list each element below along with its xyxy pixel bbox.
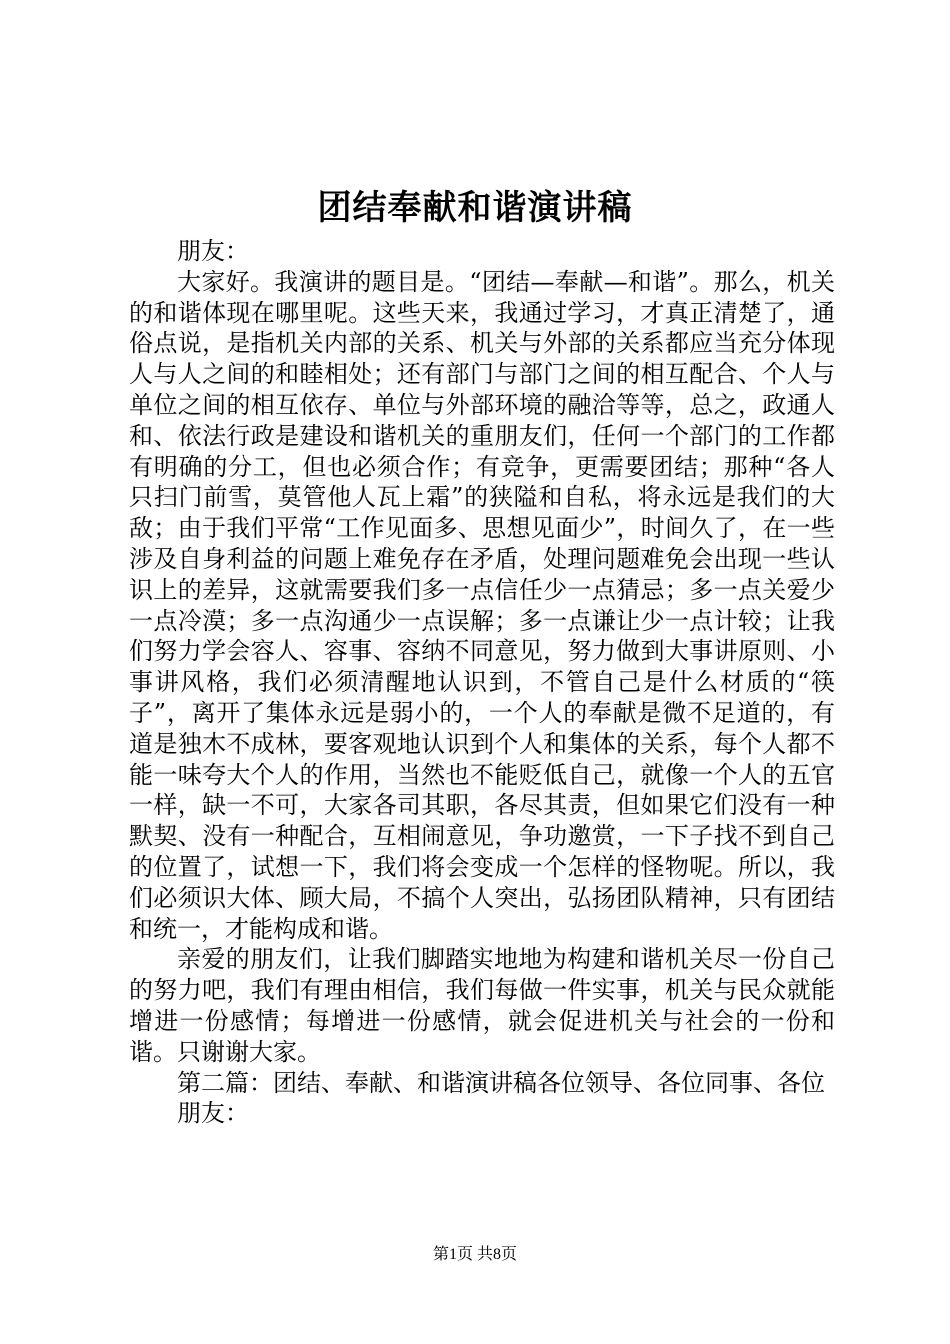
document-title: 团结奉献和谐演讲稿: [317, 188, 633, 228]
body-paragraph-closing: 亲爱的朋友们，让我们脚踏实地地为构建和谐机关尽一份自己的努力吧，我们有理由相信，我们每做一件实事，机关与民众就能增进一份感情；每增进一份感情，就会促进机关与社会的一份和谐。只谢谢大家。: [129, 945, 835, 1066]
page-footer: 第1页 共8页: [432, 1246, 517, 1263]
document-body: [129, 236, 835, 1129]
salutation-paragraph: 朋友：: [177, 237, 249, 265]
body-paragraph-main: 大家好。我演讲的题目是。“团结—奉献—和谐”。那么，机关的和谐体现在哪里呢。这些天来，我通过学习，才真正清楚了，通俗点说，是指机关内部的关系、机关与外部的关系都应当充分体现人与人之间的和睦相处；还有部门与部门之间的相互配合、个人与单位之间的相互依存、单位与外部环境的融洽等等，总之，政通人和、依法行政是建设和谐机关的重朋友们，任何一个部门的工作都有明确的分工，但也必须合作；有竞争，更需要团结；那种“各人只扫门前雪，莫管他人瓦上霜”的狭隘和自私，将永远是我们的大敌；由于我们平常“工作见面多、思想见面少”，时间久了，在一些涉及自身利益的问题上难免存在矛盾，处理问题难免会出现一些认识上的差异，这就需要我们多一点信任少一点猜忌；多一点关爱少一点冷漠；多一点沟通少一点误解；多一点谦让少一点计较；让我们努力学会容人、容事、容纳不同意见，努力做到大事讲原则、小事讲风格，我们必须清醒地认识到，不管自己是什么材质的“筷子”，离开了集体永远是弱小的，一个人的奉献是微不足道的，有道是独木不成林，要客观地认识到个人和集体的关系，每个人都不能一味夸大个人的作用，当然也不能贬低自己，就像一个人的五官一样，缺一不可，大家各司其职，各尽其责，但如果它们没有一种默契、没有一种配合，互相闹意见，争功邀赏，一下子找不到自己的位置了，试想一下，我们将会变成一个怎样的怪物呢。所以，我们必须识大体、顾大局，不搞个人突出，弘扬团队精神，只有团结和统一，才能构成和谐。: [129, 267, 835, 943]
second-salutation-paragraph: 朋友：: [177, 1099, 249, 1128]
second-article-heading: 第二篇：团结、奉献、和谐演讲稿各位领导、各位同事、各位: [177, 1068, 825, 1097]
